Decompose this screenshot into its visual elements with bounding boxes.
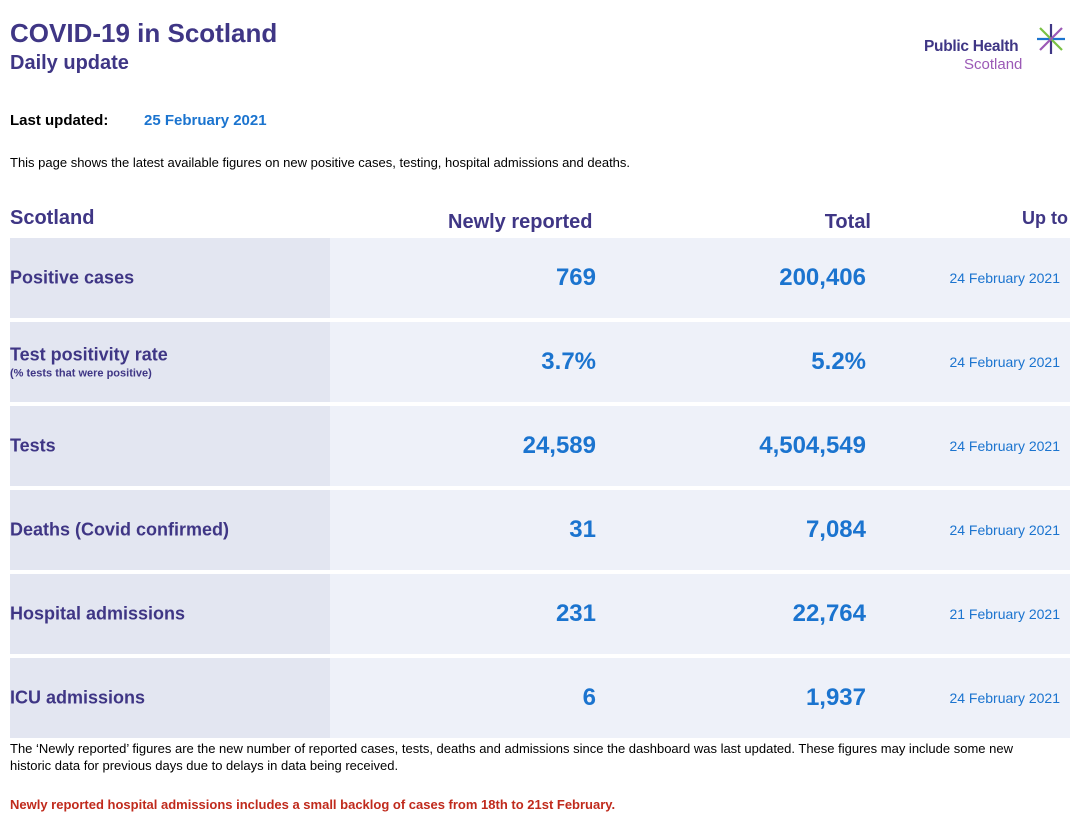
total-value: 4,504,549 xyxy=(759,432,866,459)
page-subtitle: Daily update xyxy=(10,52,129,74)
newly-reported-value: 6 xyxy=(582,684,596,711)
total-value: 5.2% xyxy=(811,348,866,375)
starburst-icon xyxy=(1034,22,1068,56)
row-label: ICU admissions xyxy=(10,687,146,708)
table-row-test-positivity xyxy=(10,322,1070,402)
total-value: 1,937 xyxy=(805,684,866,711)
backlog-warning: Newly reported hospital admissions includes a small backlog of cases from 18th to 21st February. xyxy=(10,797,616,812)
row-sublabel: (% tests that were positive) xyxy=(10,367,152,380)
total-value: 22,764 xyxy=(792,600,866,627)
newly-reported-value: 31 xyxy=(569,516,596,543)
table-row-hospital-admissions xyxy=(10,574,1070,654)
last-updated-label: Last updated: xyxy=(10,112,109,129)
total-value: 200,406 xyxy=(779,264,866,291)
up-to-date: 24 February 2021 xyxy=(949,522,1060,538)
row-label: Tests xyxy=(10,435,56,456)
up-to-date: 21 February 2021 xyxy=(949,606,1060,622)
phs-logo xyxy=(918,22,1068,78)
logo-line-2: Scotland xyxy=(964,56,1023,73)
intro-text: This page shows the latest available figures on new positive cases, testing, hospital admissions and deaths. xyxy=(10,155,631,170)
table-row-tests xyxy=(10,406,1070,486)
up-to-date: 24 February 2021 xyxy=(949,354,1060,370)
column-header-newly-reported: Newly reported xyxy=(448,211,593,233)
row-label: Test positivity rate (% tests that were positive) xyxy=(10,344,168,380)
page-title: COVID-19 in Scotland xyxy=(10,18,278,48)
row-label-cell xyxy=(10,406,330,486)
row-label: Deaths (Covid confirmed) xyxy=(10,519,230,540)
newly-reported-value: 231 xyxy=(555,600,596,627)
up-to-date: 24 February 2021 xyxy=(949,690,1060,706)
newly-reported-value: 769 xyxy=(555,264,596,291)
logo-line-1: Public Health xyxy=(924,38,1019,55)
table-row-deaths xyxy=(10,490,1070,570)
table-row-icu-admissions xyxy=(10,658,1070,738)
column-header-region: Scotland xyxy=(10,207,95,229)
newly-reported-value: 24,589 xyxy=(522,432,596,459)
up-to-date: 24 February 2021 xyxy=(949,438,1060,454)
column-header-up-to: Up to xyxy=(1022,208,1068,228)
row-label: Hospital admissions xyxy=(10,603,186,624)
footnote: The ‘Newly reported’ figures are the new number of reported cases, tests, deaths and admissions since the dashboard was last updated. These figures may include some new historic data for previous days due to delays in data being received. xyxy=(10,741,1013,773)
table-row-positive-cases xyxy=(10,238,1070,318)
up-to-date: 24 February 2021 xyxy=(949,270,1060,286)
row-label: Positive cases xyxy=(10,267,135,288)
stats-table xyxy=(10,238,1070,742)
newly-reported-value: 3.7% xyxy=(541,348,596,375)
column-header-total: Total xyxy=(824,211,871,233)
total-value: 7,084 xyxy=(805,516,866,543)
last-updated-date: 25 February 2021 xyxy=(144,112,267,129)
